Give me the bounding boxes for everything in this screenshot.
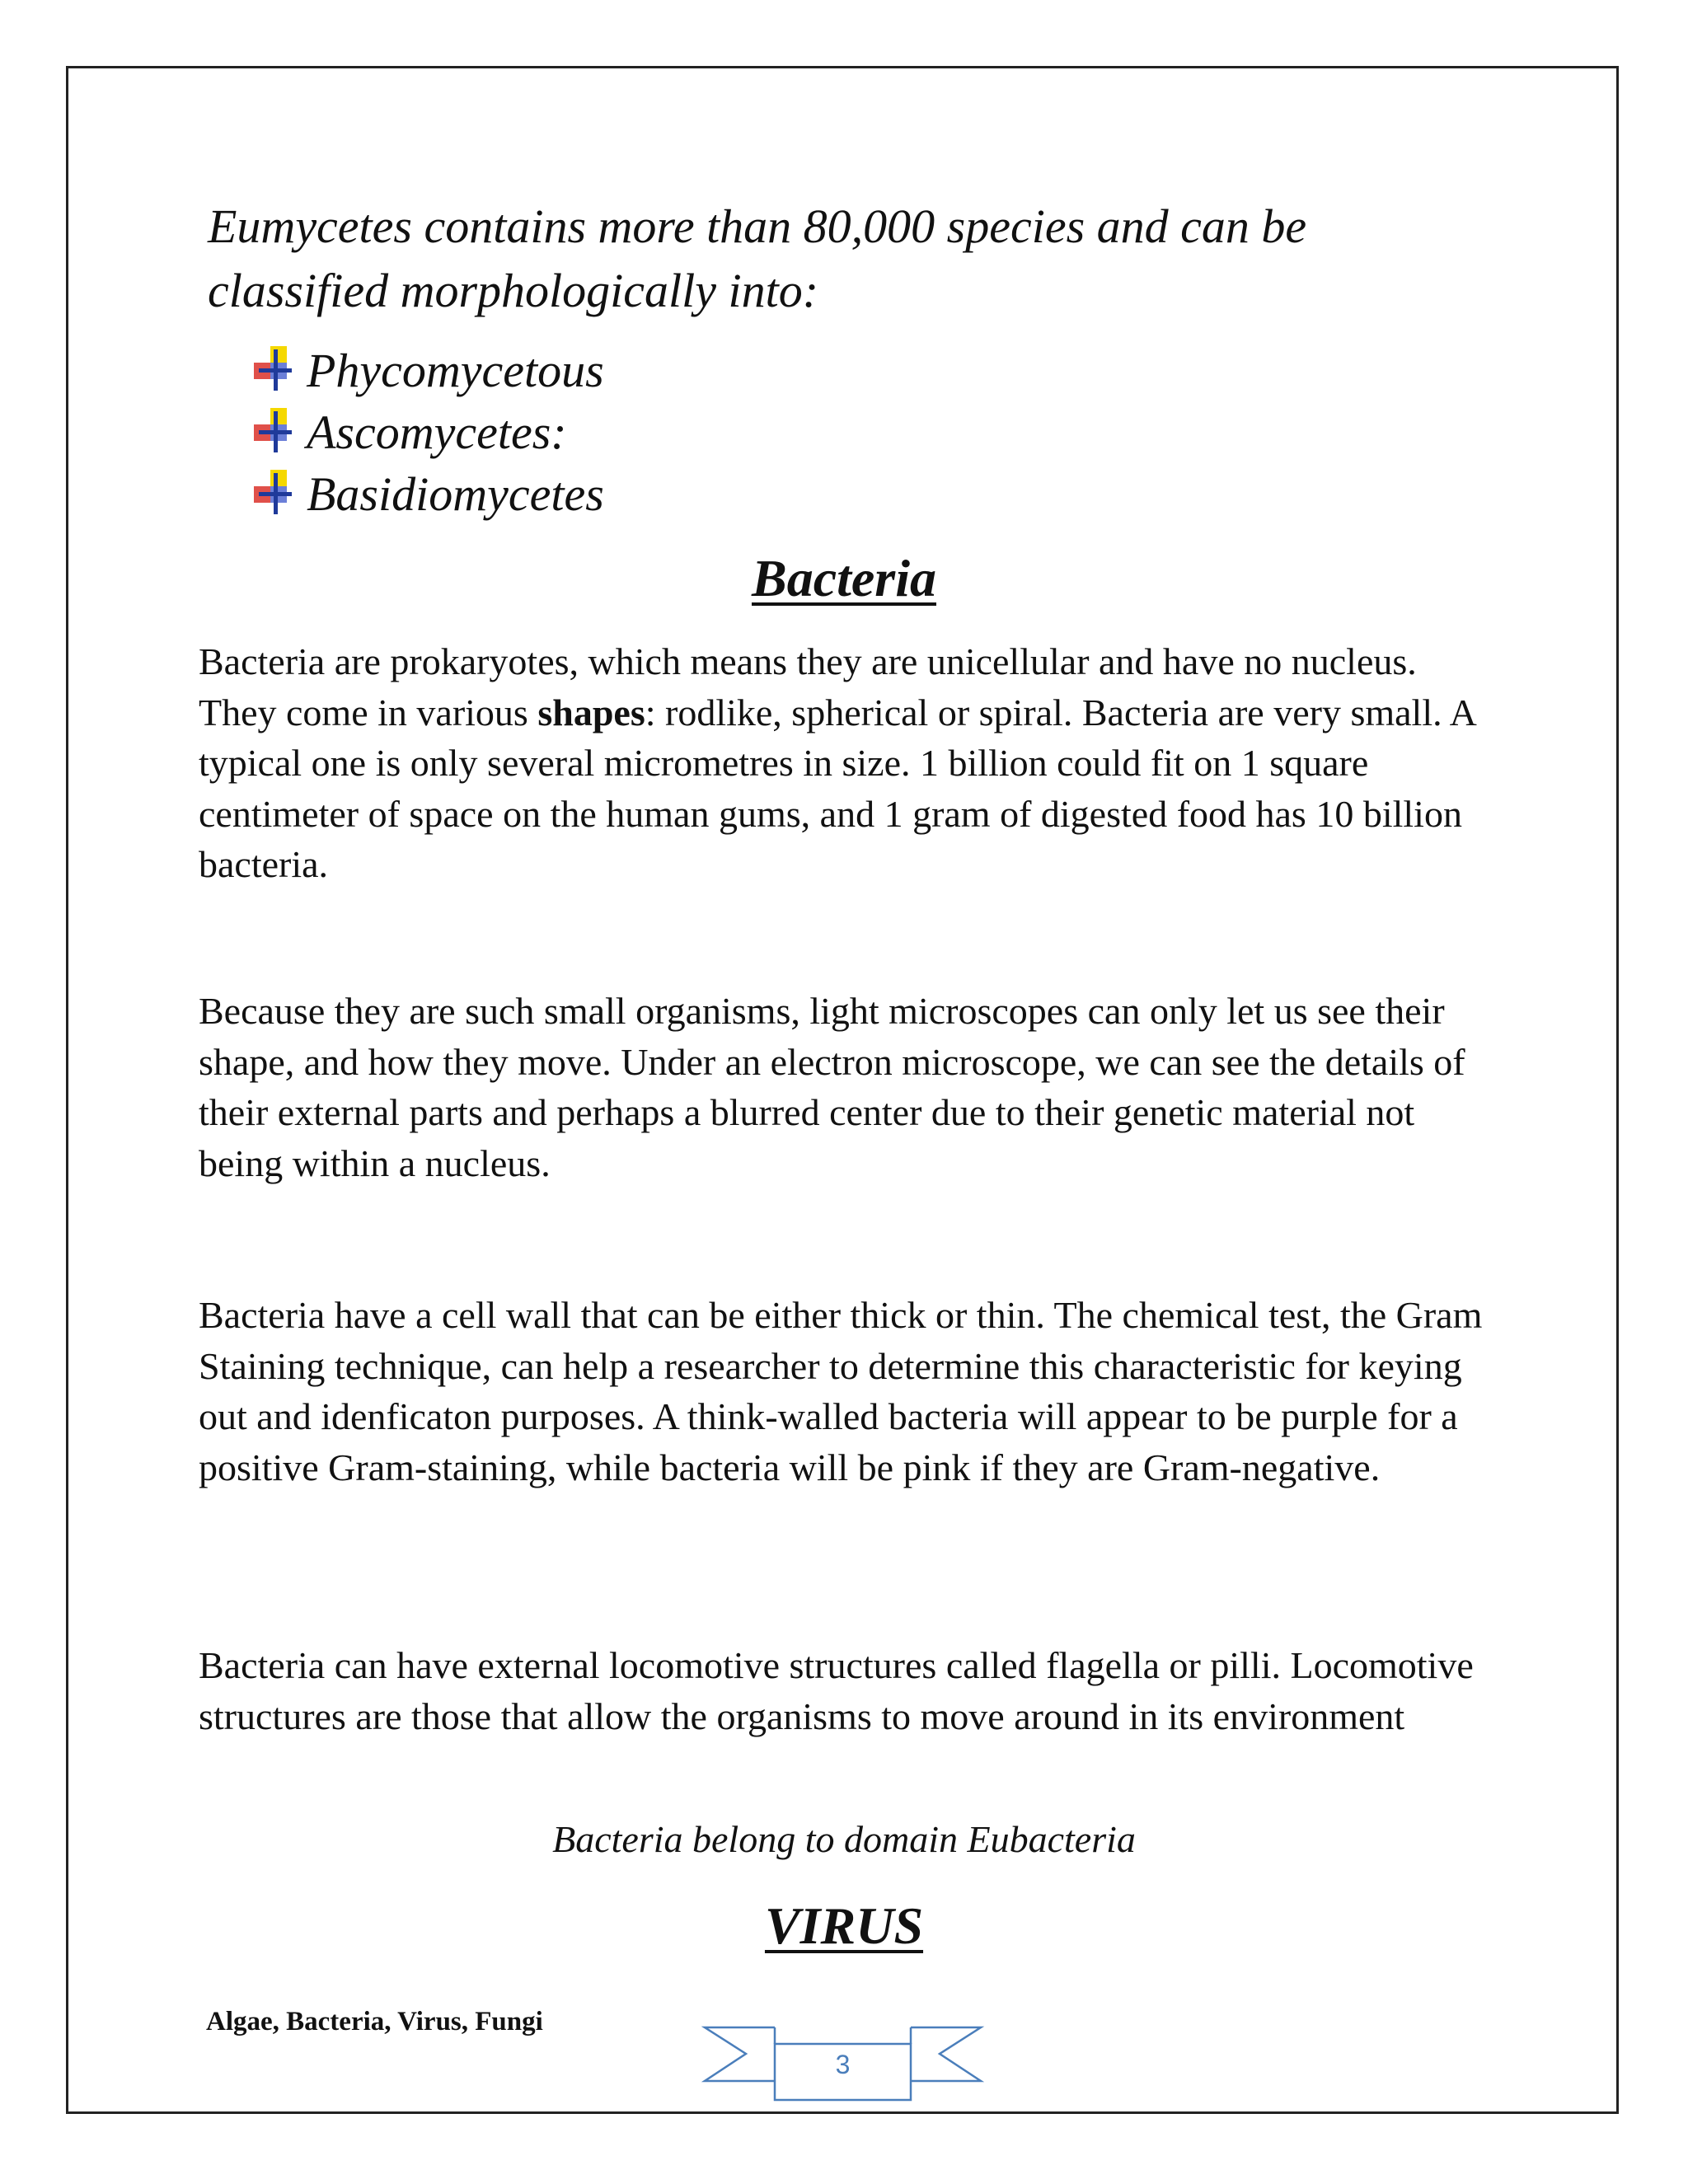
section-heading-bacteria: Bacteria: [752, 549, 936, 607]
bullet-text: Phycomycetous: [307, 344, 604, 397]
list-item: [254, 463, 604, 525]
plus-square-bullet-icon: [254, 470, 303, 519]
bullet-list: [254, 340, 604, 525]
page-number: 3: [835, 2050, 851, 2079]
intro-text: Eumycetes contains more than 80,000 species and can be classified morphologically into:: [208, 199, 1307, 317]
paragraph-bacteria-intro: [199, 636, 1501, 890]
bullet-text: Basidiomycetes: [307, 467, 604, 521]
plus-square-bullet-icon: [254, 346, 303, 396]
paragraph-text: : rodlike, spherical or spiral. Bacteria are very small. A typical one is only several micrometres in size. 1 billion could fit on 1 square centimeter of space on the human gums, and 1 gram of digested food has 10 billion bacteria.: [199, 691, 1475, 885]
paragraph-microscopes: Because they are such small organisms, light microscopes can only let us see their shape, and how they move. Under an electron microscope, we can see the details of their external parts and perhaps a blurred center due to their genetic material not being within a nucleus.: [199, 990, 1465, 1184]
section-heading-virus: VIRUS: [764, 1896, 924, 1955]
bullet-text: Ascomycetes:: [307, 405, 567, 459]
paragraph-cell-wall: Bacteria have a cell wall that can be either thick or thin. The chemical test, the Gram Staining technique, can help a researcher to determine this characteristic for keying out and idenficaton purposes. A think-walled bacteria will appear to be purple for a positive Gram-staining, while bacteria will be pink if they are Gram-negative.: [199, 1294, 1483, 1488]
list-item: [254, 340, 604, 401]
plus-square-bullet-icon: [254, 408, 303, 457]
list-item: [254, 401, 604, 463]
paragraph-text: Bacteria are prokaryotes, which means they are unicellular and have no nucleus. They come in various: [199, 640, 1417, 733]
bold-term-shapes: shapes: [537, 691, 645, 733]
paragraph-locomotion: Bacteria can have external locomotive structures called flagella or pilli. Locomotive structures are those that allow the organisms to move around in its environment: [199, 1644, 1474, 1737]
domain-caption: Bacteria belong to domain Eubacteria: [552, 1818, 1136, 1860]
footer-title: Algae, Bacteria, Virus, Fungi: [206, 2007, 543, 2036]
